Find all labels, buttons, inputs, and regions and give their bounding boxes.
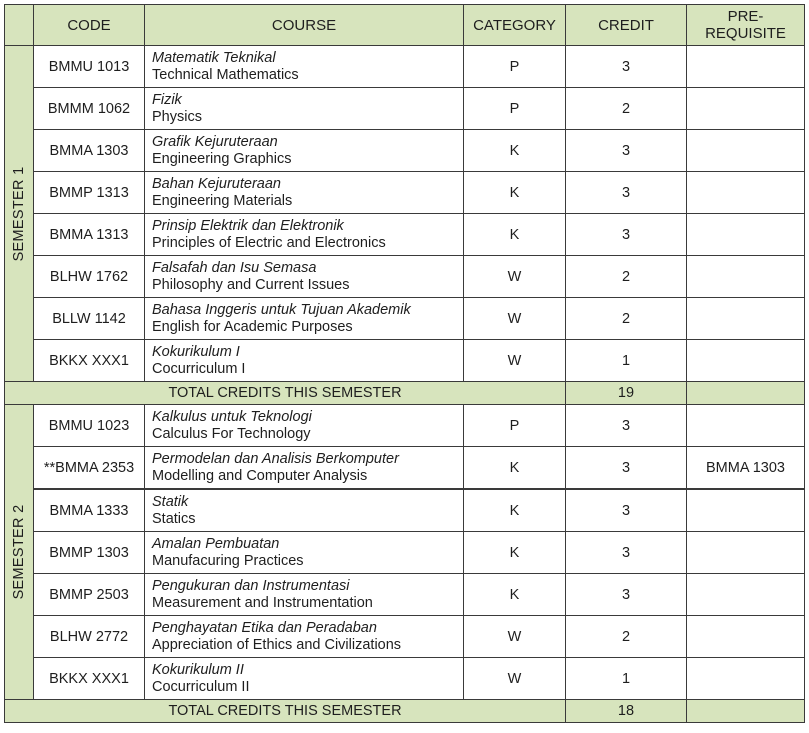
course-prerequisite <box>687 172 805 214</box>
course-row <box>5 130 805 172</box>
total-credits: 19 <box>566 382 687 405</box>
course-name-english: Technical Mathematics <box>152 66 299 83</box>
course-credit: 3 <box>566 130 687 172</box>
course-code: BMMP 2503 <box>34 574 145 616</box>
semester-label: SEMESTER 1 <box>11 166 27 261</box>
course-name-cell <box>145 88 464 130</box>
total-row <box>5 700 805 723</box>
course-category: P <box>464 405 566 447</box>
course-name-english: Measurement and Instrumentation <box>152 594 373 611</box>
course-name-malay: Kokurikulum I <box>152 343 240 360</box>
course-credit: 1 <box>566 658 687 700</box>
course-row <box>5 46 805 88</box>
course-name-cell <box>145 447 464 490</box>
course-name-malay: Amalan Pembuatan <box>152 535 280 552</box>
semester-label-cell <box>5 46 34 382</box>
course-row <box>5 256 805 298</box>
course-name-english: Cocurriculum I <box>152 360 246 377</box>
course-prerequisite <box>687 574 805 616</box>
course-name-malay: Grafik Kejuruteraan <box>152 133 278 150</box>
course-name-cell <box>145 405 464 447</box>
course-prerequisite <box>687 616 805 658</box>
course-name-malay: Pengukuran dan Instrumentasi <box>152 577 350 594</box>
course-name-english: Statics <box>152 510 196 527</box>
course-name-malay: Kokurikulum II <box>152 661 244 678</box>
course-code: BLHW 1762 <box>34 256 145 298</box>
course-row <box>5 405 805 447</box>
course-credit: 3 <box>566 46 687 88</box>
course-row <box>5 88 805 130</box>
header-prerequisite: PRE- REQUISITE <box>687 5 805 46</box>
header-code: CODE <box>34 5 145 46</box>
course-credit: 3 <box>566 172 687 214</box>
course-name-malay: Prinsip Elektrik dan Elektronik <box>152 217 344 234</box>
course-row <box>5 489 805 532</box>
course-name-english: English for Academic Purposes <box>152 318 353 335</box>
course-name-english: Physics <box>152 108 202 125</box>
course-code: BMMU 1023 <box>34 405 145 447</box>
course-name-cell <box>145 658 464 700</box>
course-category: K <box>464 447 566 490</box>
course-code: **BMMA 2353 <box>34 447 145 490</box>
course-category: W <box>464 256 566 298</box>
course-name-english: Appreciation of Ethics and Civilizations <box>152 636 402 653</box>
semester-label: SEMESTER 2 <box>11 504 27 600</box>
course-credit: 3 <box>566 532 687 574</box>
course-name-malay: Penghayatan Etika dan Peradaban <box>152 619 377 636</box>
course-row <box>5 298 805 340</box>
course-prerequisite <box>687 130 805 172</box>
course-prerequisite: BMMA 1303 <box>687 447 805 490</box>
course-prerequisite <box>687 214 805 256</box>
semester-label-cell <box>5 405 34 700</box>
course-category: K <box>464 130 566 172</box>
course-category: K <box>464 489 566 532</box>
course-credit: 3 <box>566 447 687 490</box>
header-category: CATEGORY <box>464 5 566 46</box>
course-row <box>5 172 805 214</box>
course-code: BLHW 2772 <box>34 616 145 658</box>
course-category: K <box>464 172 566 214</box>
course-prerequisite <box>687 489 805 532</box>
course-category: W <box>464 616 566 658</box>
course-category: K <box>464 574 566 616</box>
course-category: W <box>464 298 566 340</box>
total-credits: 18 <box>566 700 687 723</box>
course-name-cell <box>145 298 464 340</box>
course-credit: 1 <box>566 340 687 382</box>
total-label: TOTAL CREDITS THIS SEMESTER <box>5 700 566 723</box>
course-name-cell <box>145 214 464 256</box>
course-credit: 2 <box>566 256 687 298</box>
course-row <box>5 658 805 700</box>
course-name-english: Principles of Electric and Electronics <box>152 234 386 251</box>
course-credit: 3 <box>566 489 687 532</box>
course-row <box>5 532 805 574</box>
course-row <box>5 447 805 490</box>
course-name-cell <box>145 172 464 214</box>
course-prerequisite <box>687 256 805 298</box>
course-row <box>5 616 805 658</box>
course-category: K <box>464 214 566 256</box>
course-prerequisite <box>687 340 805 382</box>
course-credit: 3 <box>566 574 687 616</box>
course-code: BMMA 1333 <box>34 489 145 532</box>
total-label: TOTAL CREDITS THIS SEMESTER <box>5 382 566 405</box>
course-code: BKKX XXX1 <box>34 340 145 382</box>
course-code: BLLW 1142 <box>34 298 145 340</box>
course-name-malay: Permodelan dan Analisis Berkomputer <box>152 450 399 467</box>
course-name-cell <box>145 256 464 298</box>
course-name-cell <box>145 340 464 382</box>
course-name-english: Philosophy and Current Issues <box>152 276 350 293</box>
course-code: BMMP 1313 <box>34 172 145 214</box>
course-name-cell <box>145 46 464 88</box>
header-blank <box>5 5 34 46</box>
course-name-malay: Bahan Kejuruteraan <box>152 175 281 192</box>
course-credit: 3 <box>566 214 687 256</box>
header-course: COURSE <box>145 5 464 46</box>
course-name-english: Cocurriculum II <box>152 678 250 695</box>
header-row <box>5 5 805 46</box>
course-name-cell <box>145 489 464 532</box>
course-category: W <box>464 340 566 382</box>
header-credit: CREDIT <box>566 5 687 46</box>
course-credit: 3 <box>566 405 687 447</box>
course-category: W <box>464 658 566 700</box>
course-prerequisite <box>687 88 805 130</box>
course-prerequisite <box>687 405 805 447</box>
course-code: BMMA 1303 <box>34 130 145 172</box>
total-blank <box>687 382 805 405</box>
course-name-cell <box>145 532 464 574</box>
course-name-malay: Matematik Teknikal <box>152 49 276 66</box>
course-prerequisite <box>687 658 805 700</box>
total-blank <box>687 700 805 723</box>
course-category: P <box>464 88 566 130</box>
course-category: P <box>464 46 566 88</box>
course-name-cell <box>145 130 464 172</box>
course-name-cell <box>145 616 464 658</box>
course-name-malay: Bahasa Inggeris untuk Tujuan Akademik <box>152 301 411 318</box>
course-structure-table <box>4 4 805 723</box>
course-name-english: Manufacuring Practices <box>152 552 304 569</box>
course-row <box>5 574 805 616</box>
total-row <box>5 382 805 405</box>
course-name-cell <box>145 574 464 616</box>
course-row <box>5 214 805 256</box>
course-prerequisite <box>687 532 805 574</box>
course-name-malay: Kalkulus untuk Teknologi <box>152 408 312 425</box>
course-name-malay: Falsafah dan Isu Semasa <box>152 259 317 276</box>
table-body <box>5 46 805 723</box>
course-prerequisite <box>687 298 805 340</box>
course-credit: 2 <box>566 298 687 340</box>
course-credit: 2 <box>566 616 687 658</box>
course-code: BMMP 1303 <box>34 532 145 574</box>
course-code: BMMA 1313 <box>34 214 145 256</box>
course-credit: 2 <box>566 88 687 130</box>
course-name-malay: Fizik <box>152 91 182 108</box>
course-name-malay: Statik <box>152 493 189 510</box>
course-name-english: Engineering Graphics <box>152 150 292 167</box>
course-code: BKKX XXX1 <box>34 658 145 700</box>
course-category: K <box>464 532 566 574</box>
course-code: BMMU 1013 <box>34 46 145 88</box>
course-row <box>5 340 805 382</box>
course-name-english: Modelling and Computer Analysis <box>152 467 368 484</box>
course-code: BMMM 1062 <box>34 88 145 130</box>
course-name-english: Calculus For Technology <box>152 425 311 442</box>
course-prerequisite <box>687 46 805 88</box>
course-name-english: Engineering Materials <box>152 192 293 209</box>
